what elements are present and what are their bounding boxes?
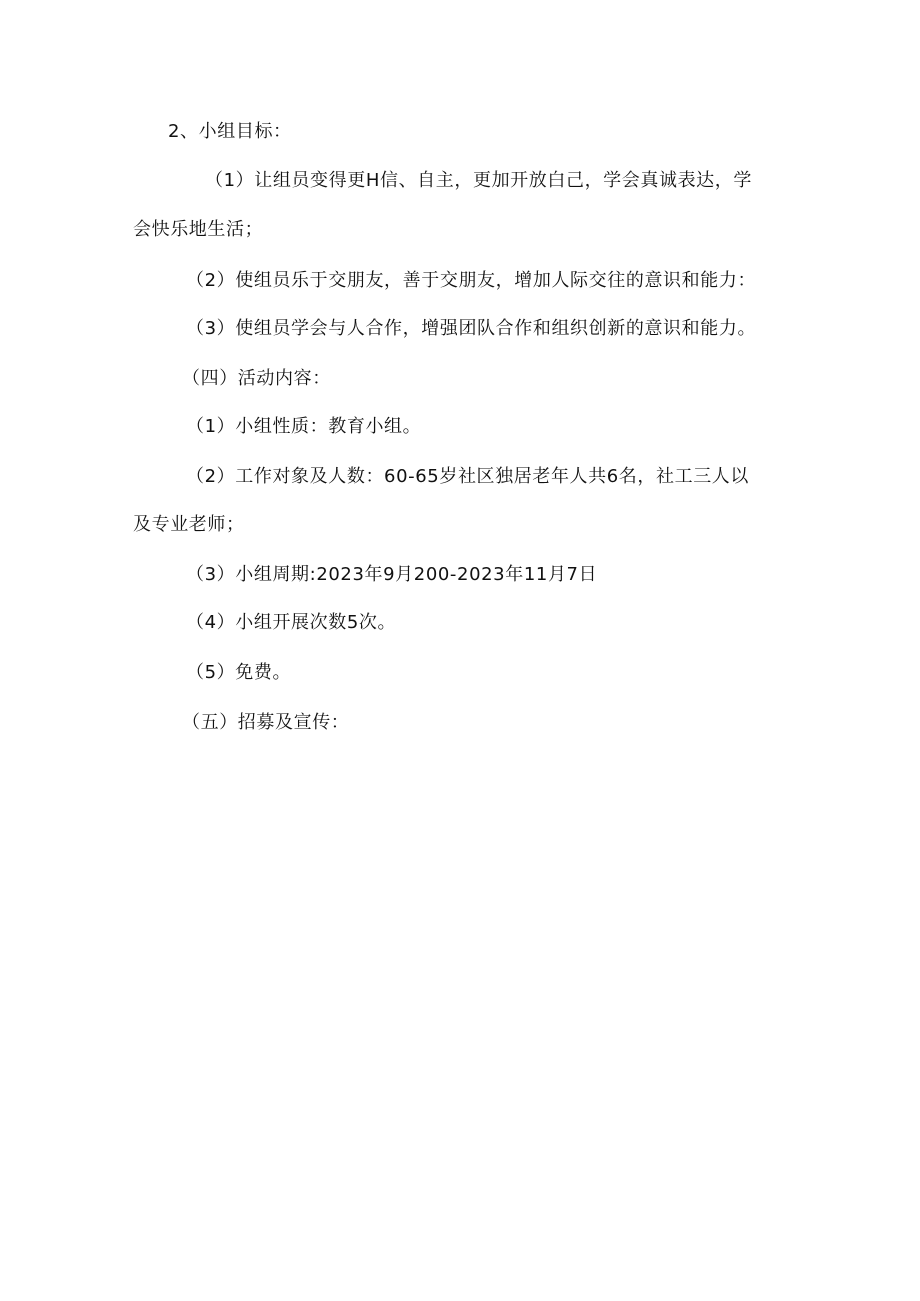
goal-1-line-2: 会快乐地生活； [133, 219, 264, 240]
content-item-5: （5）免费。 [186, 662, 292, 683]
section-heading-group-goals: 2、小组目标： [168, 121, 292, 142]
content-item-2-line-2: 及专业老师； [133, 514, 245, 535]
section-heading-recruitment: （五）招募及宣传： [182, 712, 350, 733]
goal-3: （3）使组员学会与人合作，增强团队合作和组织创新的意识和能力。 [186, 318, 757, 339]
content-item-1: （1）小组性质：教育小组。 [186, 416, 422, 437]
content-item-2-line-1: （2）工作对象及人数：60-65岁社区独居老年人共6名，社工三人以 [186, 466, 750, 487]
content-item-4: （4）小组开展次数5次。 [186, 612, 397, 633]
content-item-3: （3）小组周期:2023年9月200-2023年11月7日 [186, 564, 598, 585]
goal-2: （2）使组员乐于交朋友，善于交朋友，增加人际交往的意识和能力： [186, 270, 757, 291]
goal-1-line-1: （1）让组员变得更H信、自主，更加开放白己，学会真诚表达，学 [205, 170, 752, 191]
section-heading-activity-content: （四）活动内容： [182, 368, 331, 389]
